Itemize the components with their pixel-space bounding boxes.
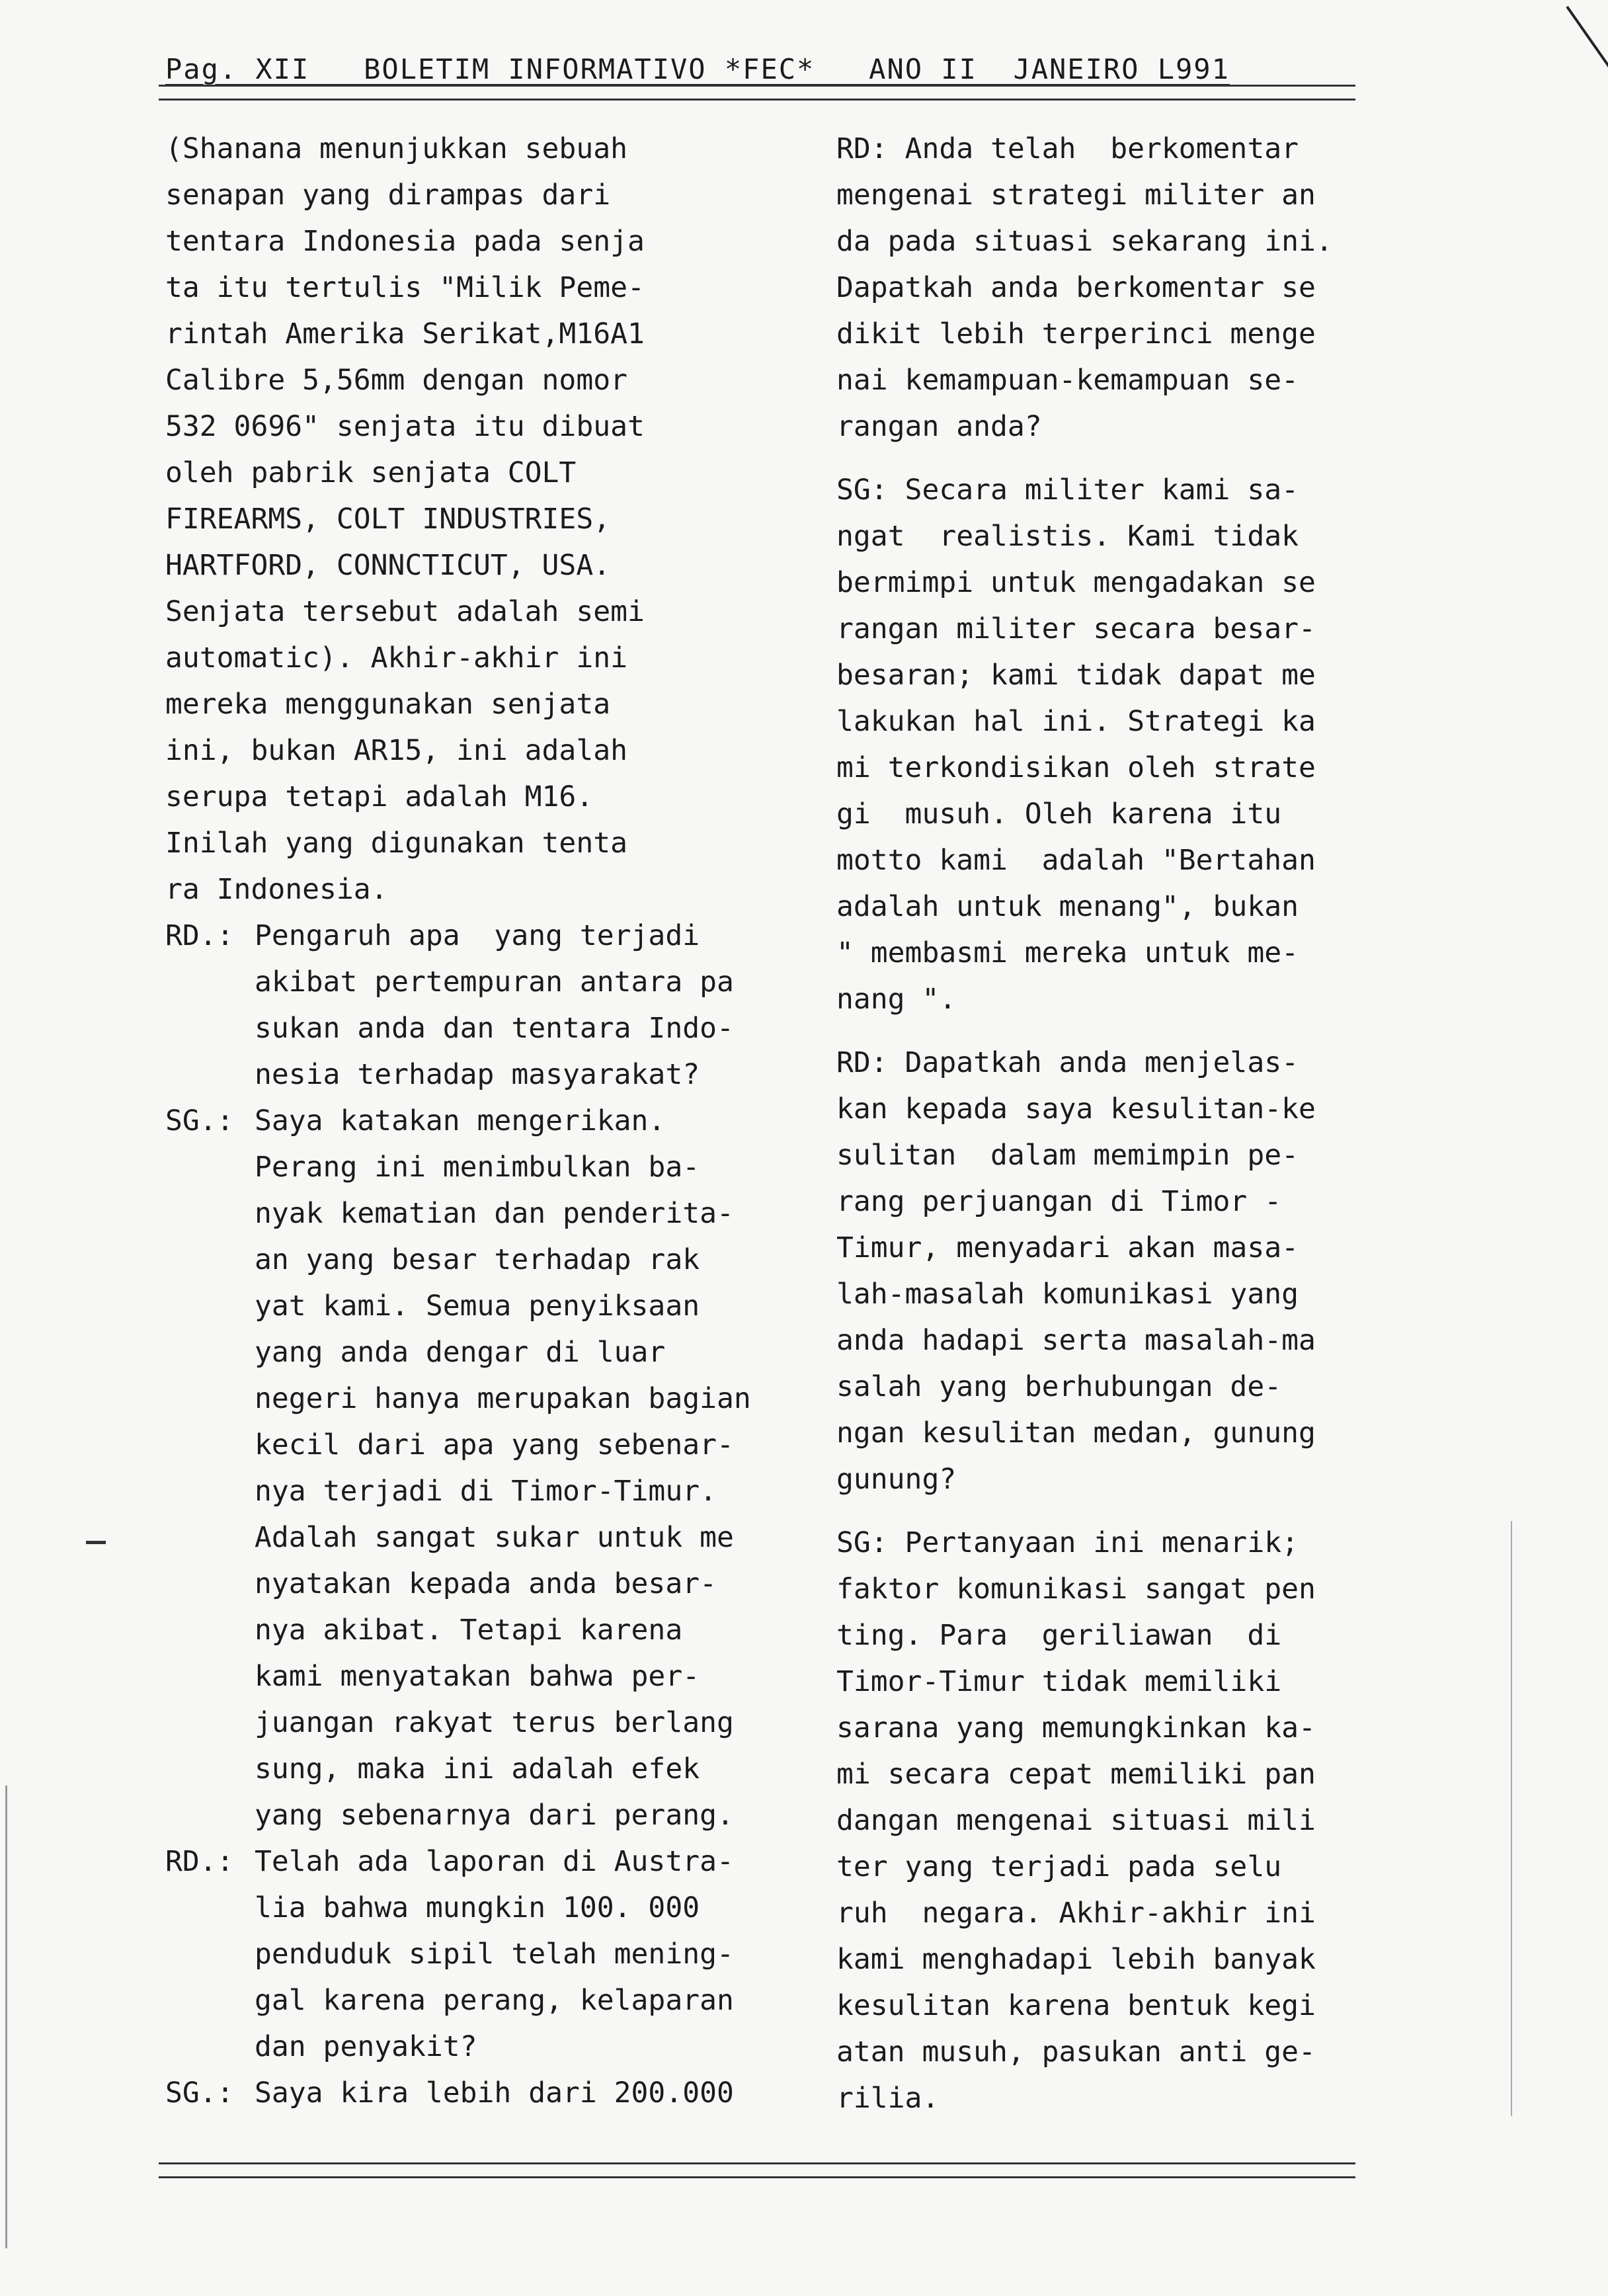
text-line: mi terkondisikan oleh strate [836,751,1316,784]
text-line: RD: Dapatkah anda menjelas- [836,1046,1299,1079]
text-line: rintah Amerika Serikat,M16A1 [165,317,645,350]
text-line: sung, maka ini adalah efek [255,1752,700,1785]
dialogue-text [255,913,734,1098]
text-line: tentara Indonesia pada senja [165,225,645,258]
paragraph [836,1520,1372,2121]
text-line: 532 0696" senjata itu dibuat [165,410,645,443]
speaker-label: SG.: [165,2076,234,2110]
text-line: kan kepada saya kesulitan-ke [836,1092,1316,1126]
text-line: nya terjadi di Timor-Timur. [255,1475,717,1508]
text-line: juangan rakyat terus berlang [255,1706,734,1739]
text-line: FIREARMS, COLT INDUSTRIES, [165,503,611,536]
text-line: rangan militer secara besar- [836,612,1316,645]
margin-dash-mark [86,1541,106,1544]
dialogue-text [255,1838,734,2070]
text-line: (Shanana menunjukkan sebuah [165,132,627,165]
text-line: Adalah sangat sukar untuk me [255,1521,734,1554]
text-line: serupa tetapi adalah M16. [165,780,594,813]
text-line: Saya katakan mengerikan. [255,1104,666,1137]
speaker-label: RD.: [165,1845,234,1878]
right-paragraphs [836,126,1372,2121]
left-column [165,126,800,2116]
text-line: yang anda dengar di luar [255,1336,666,1369]
text-line: ta itu tertulis "Milik Peme- [165,271,645,304]
dialogue-block [165,2070,800,2116]
paragraph [836,467,1372,1022]
text-line: nai kemampuan-kemampuan se- [836,364,1299,397]
text-line: ruh negara. Akhir-akhir ini [836,1897,1316,1930]
paragraph-gap [836,1502,1372,1520]
text-line: nyatakan kepada anda besar- [255,1567,717,1600]
text-line: lia bahwa mungkin 100. 000 [255,1891,700,1924]
text-line: senapan yang dirampas dari [165,179,611,212]
text-line: faktor komunikasi sangat pen [836,1573,1316,1606]
text-line: rang perjuangan di Timor - [836,1185,1282,1218]
dialogue-block [165,1838,800,2070]
text-line: Dapatkah anda berkomentar se [836,271,1316,304]
text-line: anda hadapi serta masalah-ma [836,1324,1316,1357]
text-line: gunung? [836,1463,957,1496]
text-line: nang ". [836,983,957,1016]
text-line: lah-masalah komunikasi yang [836,1278,1299,1311]
paragraph-gap [836,1022,1372,1040]
text-line: nya akibat. Tetapi karena [255,1614,683,1647]
text-line: Timor-Timur tidak memiliki [836,1665,1282,1698]
text-line: ini, bukan AR15, ini adalah [165,734,627,767]
text-line: kesulitan karena bentuk kegi [836,1989,1316,2022]
speaker-label: RD.: [165,919,234,952]
text-line: salah yang berhubungan de- [836,1370,1282,1403]
right-column [836,126,1372,2121]
text-line: Saya kira lebih dari 200.000 [255,2076,734,2110]
speaker-label: SG.: [165,1104,234,1137]
text-line: besaran; kami tidak dapat me [836,659,1316,692]
text-line: ter yang terjadi pada selu [836,1850,1282,1883]
text-line: " membasmi mereka untuk me- [836,936,1299,969]
dialogue-block [165,1098,800,1838]
text-line: Telah ada laporan di Austra- [255,1845,734,1878]
text-line: ra Indonesia. [165,873,388,906]
text-line: lakukan hal ini. Strategi ka [836,705,1316,738]
text-line: adalah untuk menang", bukan [836,890,1299,923]
text-line: dan penyakit? [255,2030,477,2063]
text-line: akibat pertempuran antara pa [255,965,734,999]
text-line: rilia. [836,2082,940,2115]
text-line: yang sebenarnya dari perang. [255,1799,734,1832]
text-line: Calibre 5,56mm dengan nomor [165,364,627,397]
text-line: kecil dari apa yang sebenar- [255,1428,734,1461]
footer-rule [159,2162,1355,2178]
text-line: Senjata tersebut adalah semi [165,595,645,628]
text-line: dikit lebih terperinci menge [836,317,1316,350]
text-line: Timur, menyadari akan masa- [836,1231,1299,1264]
text-line: SG: Pertanyaan ini menarik; [836,1526,1299,1559]
header-rule [159,85,1355,101]
text-line: motto kami adalah "Bertahan [836,844,1316,877]
dialogue-text [255,1098,751,1838]
text-line: yat kami. Semua penyiksaan [255,1290,700,1323]
text-line: Perang ini menimbulkan ba- [255,1151,700,1184]
text-line: RD: Anda telah berkomentar [836,132,1299,165]
text-line: atan musuh, pasukan anti ge- [836,2035,1316,2069]
dialogue-block [165,913,800,1098]
text-line: sarana yang memungkinkan ka- [836,1711,1316,1744]
text-line: gal karena perang, kelaparan [255,1984,734,2017]
text-line: mi secara cepat memiliki pan [836,1758,1316,1791]
text-line: da pada situasi sekarang ini. [836,225,1333,258]
text-line: dangan mengenai situasi mili [836,1804,1316,1837]
paragraph [836,1040,1372,1502]
text-line: HARTFORD, CONNCTICUT, USA. [165,549,611,582]
text-line: rangan anda? [836,410,1042,443]
dialogue-blocks [165,913,800,2116]
text-line: penduduk sipil telah mening- [255,1938,734,1971]
text-line: oleh pabrik senjata COLT [165,456,577,489]
text-line: automatic). Akhir-akhir ini [165,641,627,675]
text-line: SG: Secara militer kami sa- [836,473,1299,507]
text-line: mereka menggunakan senjata [165,688,611,721]
scan-edge-line-left [5,1785,7,2248]
intro-paragraph [165,126,800,913]
text-line: Pengaruh apa yang terjadi [255,919,700,952]
text-line: Inilah yang digunakan tenta [165,827,627,860]
paragraph [836,126,1372,450]
text-line: negeri hanya merupakan bagian [255,1382,751,1415]
scan-edge-line [1511,1521,1512,2116]
text-line: ngan kesulitan medan, gunung [836,1416,1316,1450]
text-line: bermimpi untuk mengadakan se [836,566,1316,599]
corner-pen-mark [1566,6,1608,89]
text-line: ting. Para geriliawan di [836,1619,1282,1652]
text-line: sulitan dalam memimpin pe- [836,1139,1299,1172]
dialogue-text [255,2070,734,2116]
text-line: ngat realistis. Kami tidak [836,520,1299,553]
text-line: mengenai strategi militer an [836,179,1316,212]
paragraph-gap [836,450,1372,467]
text-line: kami menghadapi lebih banyak [836,1943,1316,1976]
page-header: Pag. XII BOLETIM INFORMATIVO *FEC* ANO II JANEIRO L991 [165,53,1230,85]
text-line: nesia terhadap masyarakat? [255,1058,700,1091]
text-line: sukan anda dan tentara Indo- [255,1012,734,1045]
text-line: an yang besar terhadap rak [255,1243,700,1276]
text-line: nyak kematian dan penderita- [255,1197,734,1230]
text-line: kami menyatakan bahwa per- [255,1660,700,1693]
text-line: gi musuh. Oleh karena itu [836,798,1282,831]
